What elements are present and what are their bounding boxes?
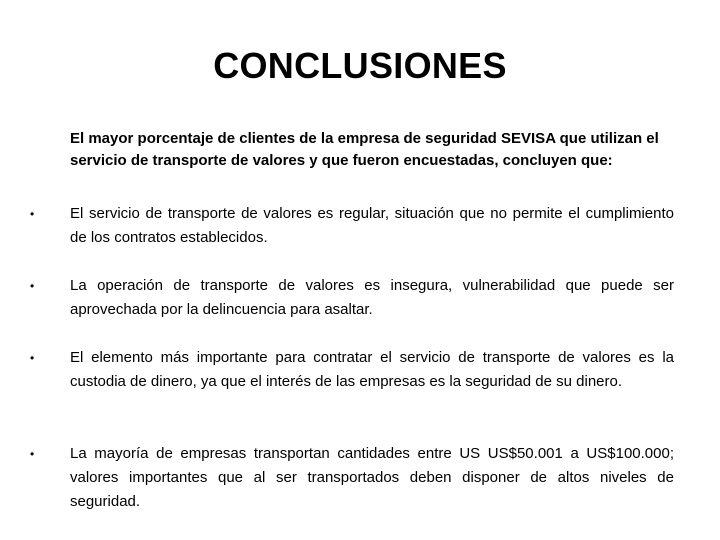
intro-paragraph: El mayor porcentaje de clientes de la empresa de seguridad SEVISA que utilizan el servicio de transporte de valores y que fueron encuestadas, concluyen que: (70, 130, 659, 169)
bullet-icon: • (30, 279, 35, 293)
bullet-icon: • (30, 207, 35, 221)
page-title: CONCLUSIONES (213, 45, 507, 86)
bullet-icon: • (30, 447, 35, 461)
bullet-icon: • (30, 351, 35, 365)
list-item-text: La mayoría de empresas transportan cantidades entre US US$50.001 a US$100.000; valores importantes que al ser transportados deben disponer de altos niveles de seguridad. (70, 445, 674, 510)
list-item-text: El servicio de transporte de valores es regular, situación que no permite el cumplimiento de los contratos establecidos. (70, 205, 674, 246)
list-item-text: La operación de transporte de valores es insegura, vulnerabilidad que puede ser aprovechada por la delincuencia para asaltar. (70, 277, 674, 318)
list-item-text: El elemento más importante para contratar el servicio de transporte de valores es la custodia de dinero, ya que el interés de las empresas es la seguridad de su dinero. (70, 349, 674, 390)
